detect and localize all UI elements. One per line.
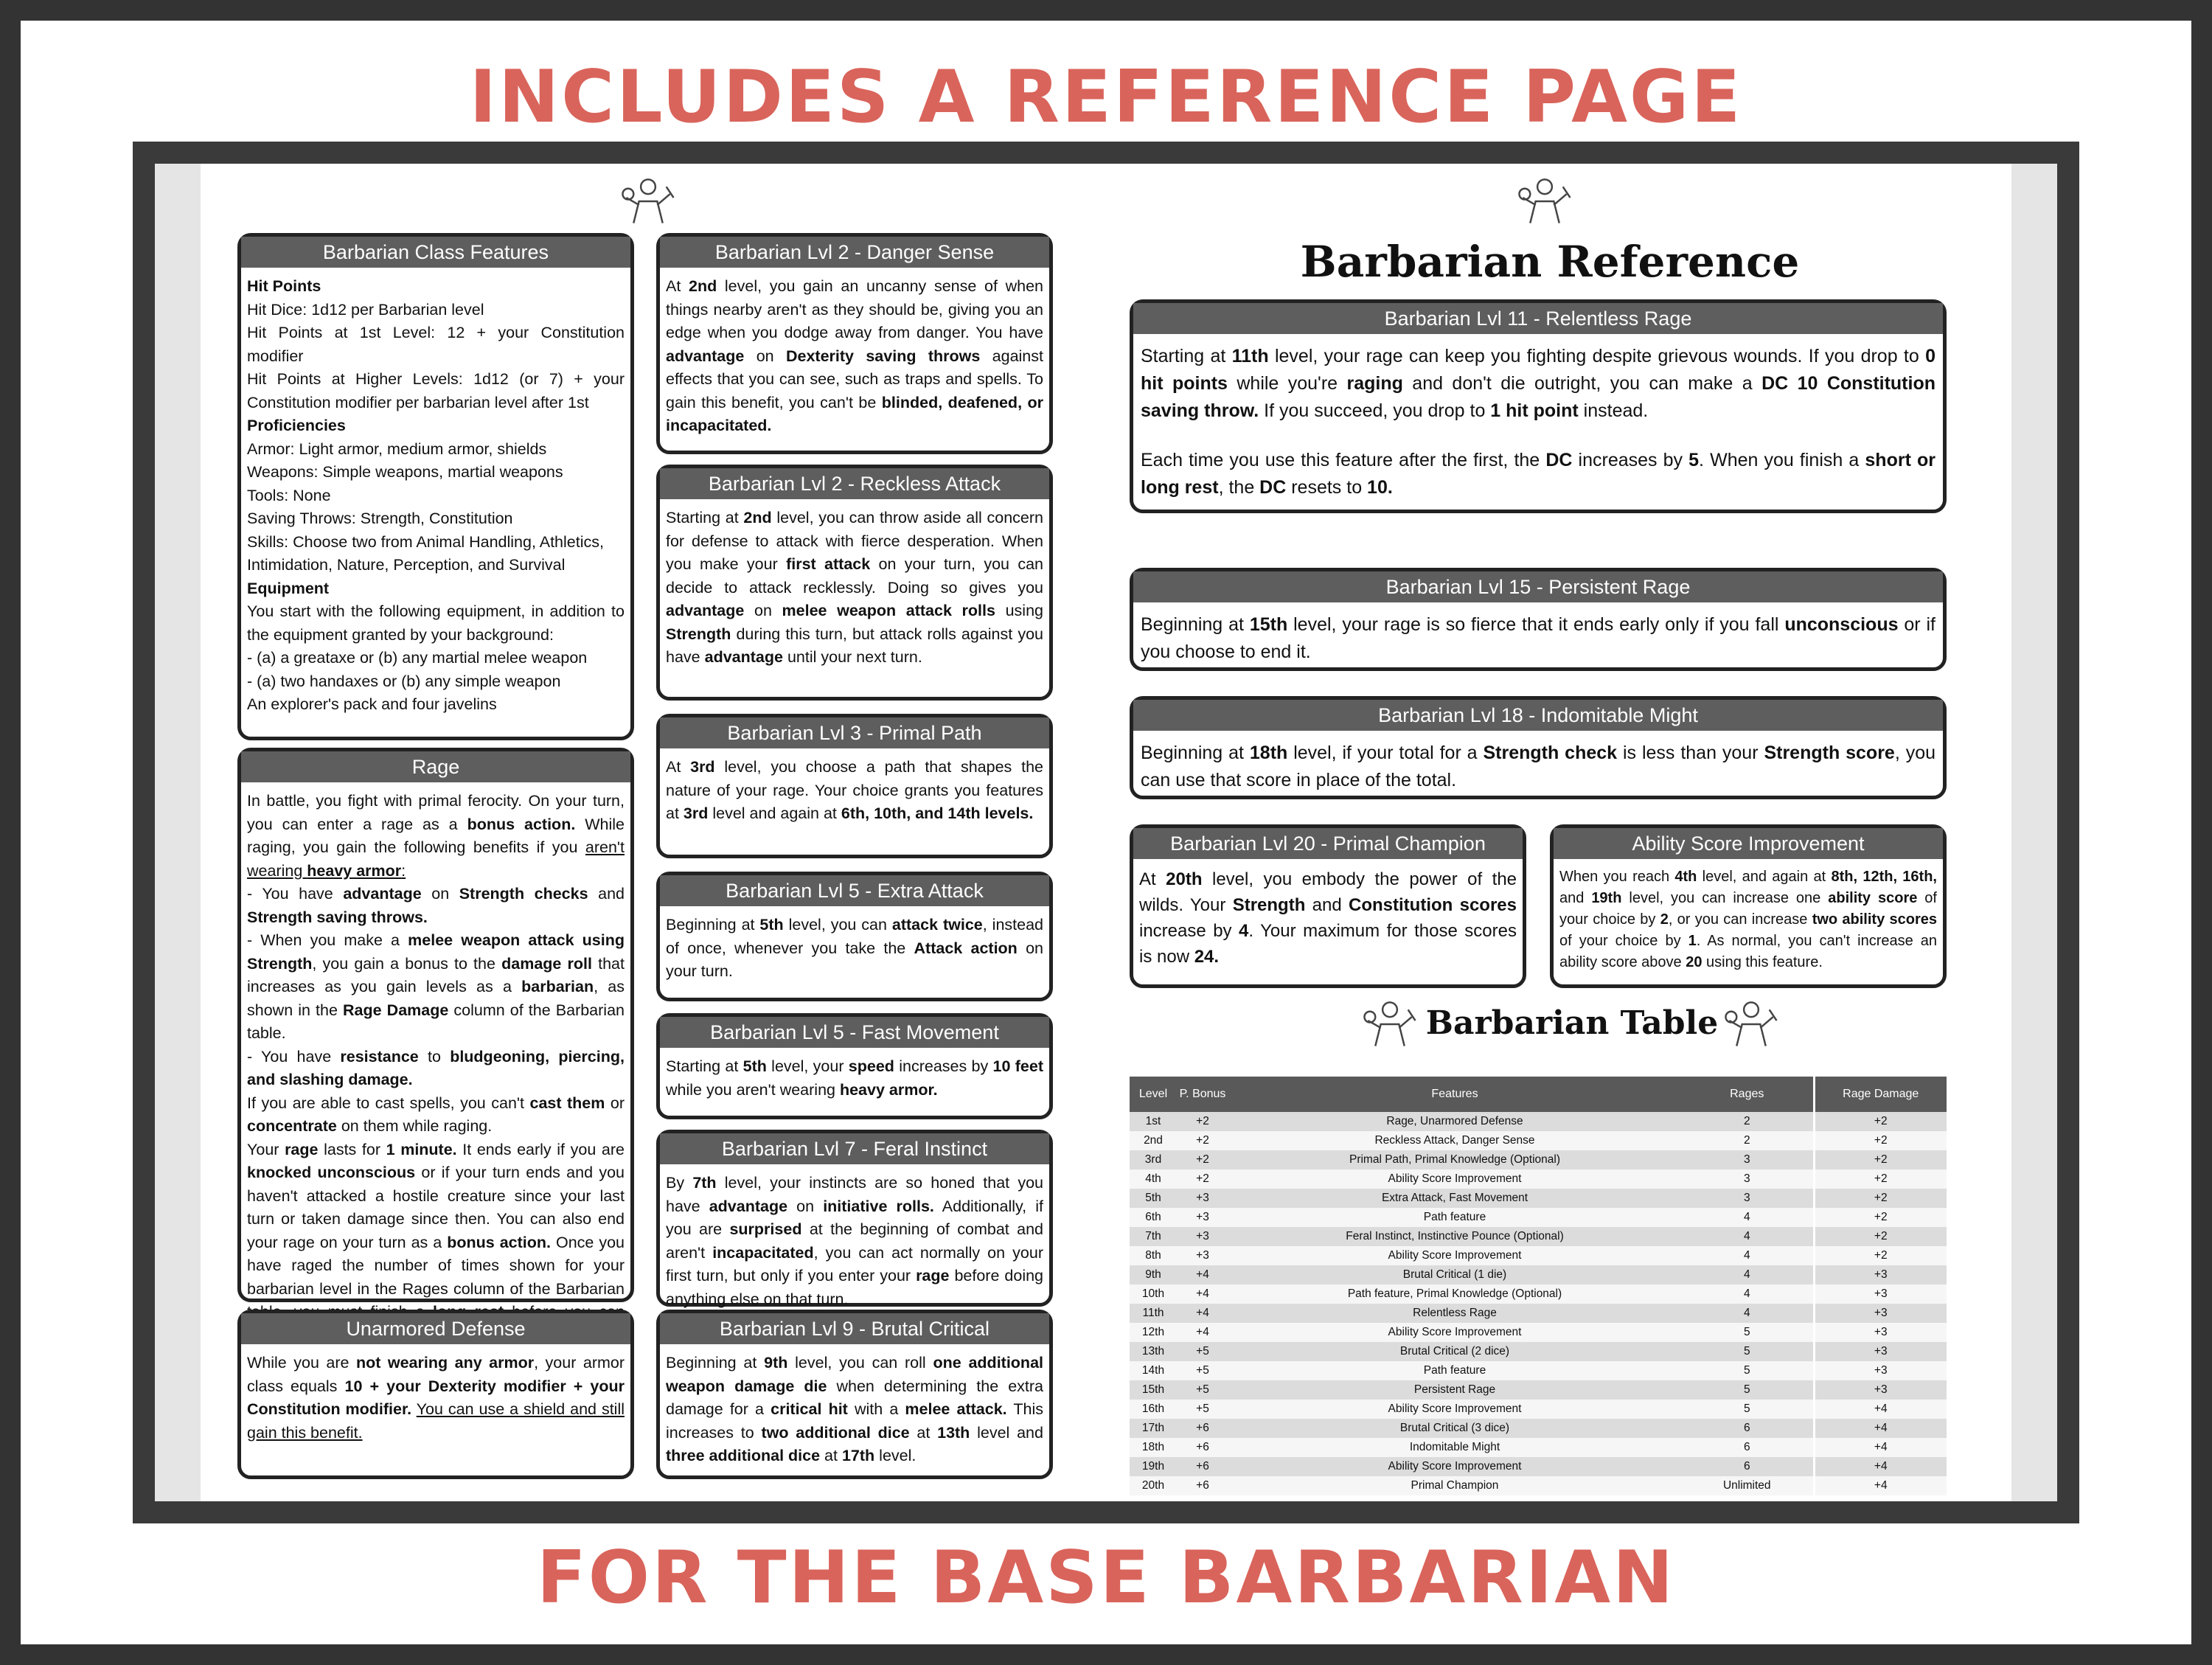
cell-rages: 4	[1681, 1227, 1814, 1246]
cell-features: Persistent Rage	[1228, 1380, 1681, 1400]
cell-features: Feral Instinct, Instinctive Pounce (Optional)	[1228, 1227, 1681, 1246]
cell-features: Path feature	[1228, 1361, 1681, 1380]
cell-level: 1st	[1130, 1112, 1177, 1131]
cell-rages: 5	[1681, 1380, 1814, 1400]
reckless-attack-title: Barbarian Lvl 2 - Reckless Attack	[660, 468, 1049, 499]
table-row	[1130, 1400, 1947, 1419]
cell-rages: 5	[1681, 1342, 1814, 1361]
primal-path-box	[656, 714, 1053, 858]
cell-rage-damage: +2	[1814, 1112, 1947, 1131]
table-row	[1130, 1380, 1947, 1400]
primal-path-title: Barbarian Lvl 3 - Primal Path	[660, 717, 1049, 748]
asi-box	[1550, 824, 1947, 988]
cell-level: 9th	[1130, 1265, 1177, 1285]
cell-level: 11th	[1130, 1304, 1177, 1323]
cell-rages: 5	[1681, 1400, 1814, 1419]
cell-features: Indomitable Might	[1228, 1438, 1681, 1457]
cell-features: Path feature	[1228, 1208, 1681, 1227]
asi-text: When you reach 4th level, and again at 8th, 12th, 16th, and 19th level, you can increase one ability score of your choice by 2, or you can increase two ability scores of your choice by 1. As normal, you can't increase an ability score above 20 using this feature.	[1559, 869, 1938, 970]
fast-movement-text: Starting at 5th level, your speed increases by 10 feet while you aren't wearing heavy armor.	[666, 1057, 1043, 1099]
cell-level: 15th	[1130, 1380, 1177, 1400]
cell-features: Ability Score Improvement	[1228, 1169, 1681, 1189]
cell-rages: 3	[1681, 1169, 1814, 1189]
cell-rage-damage: +3	[1814, 1265, 1947, 1285]
cell-prof-bonus: +3	[1177, 1189, 1228, 1208]
table-row	[1130, 1189, 1947, 1208]
cell-rage-damage: +2	[1814, 1227, 1947, 1246]
cell-rage-damage: +2	[1814, 1246, 1947, 1265]
table-row	[1130, 1265, 1947, 1285]
table-row	[1130, 1419, 1947, 1438]
cell-level: 20th	[1130, 1476, 1177, 1495]
cell-level: 12th	[1130, 1323, 1177, 1342]
cell-features: Ability Score Improvement	[1228, 1400, 1681, 1419]
cell-rage-damage: +3	[1814, 1304, 1947, 1323]
table-title: Barbarian Table	[1425, 1004, 1719, 1042]
extra-attack-title: Barbarian Lvl 5 - Extra Attack	[660, 875, 1049, 906]
cell-prof-bonus: +4	[1177, 1323, 1228, 1342]
armor-text: Armor: Light armor, medium armor, shields	[247, 439, 547, 458]
unarmored-defense-text: While you are not wearing any armor, your armor class equals 10 + your Dexterity modifier + your Constitution modifier. You can use a shield and still gain this benefit.	[247, 1354, 625, 1442]
asi-title: Ability Score Improvement	[1554, 828, 1943, 859]
indomitable-might-text: Beginning at 18th level, if your total for a Strength check is less than your Strength score, you can use that score in place of the total.	[1141, 743, 1936, 790]
table-row	[1130, 1476, 1947, 1495]
equipment-heading: Equipment	[247, 579, 330, 597]
hit-points-heading: Hit Points	[247, 277, 321, 295]
table-row	[1130, 1208, 1947, 1227]
danger-sense-title: Barbarian Lvl 2 - Danger Sense	[660, 237, 1049, 268]
page-gutter	[155, 164, 2057, 1501]
cell-rage-damage: +3	[1814, 1380, 1947, 1400]
table-row	[1130, 1227, 1947, 1246]
col-rages: Rages	[1681, 1077, 1814, 1112]
col-level: Level	[1130, 1077, 1177, 1112]
equipment-option-a: - (a) a greataxe or (b) any martial melee weapon	[247, 649, 588, 667]
indomitable-might-box	[1130, 696, 1947, 799]
cell-features: Path feature, Primal Knowledge (Optional)	[1228, 1285, 1681, 1304]
feral-instinct-box	[656, 1130, 1053, 1307]
cell-rages: 4	[1681, 1285, 1814, 1304]
primal-champion-text: At 20th level, you embody the power of the wilds. Your Strength and Constitution scores increase by 4. Your maximum for those scores is now 24.	[1139, 869, 1517, 967]
cell-prof-bonus: +4	[1177, 1304, 1228, 1323]
cell-prof-bonus: +6	[1177, 1476, 1228, 1495]
cell-prof-bonus: +6	[1177, 1419, 1228, 1438]
cell-rage-damage: +2	[1814, 1131, 1947, 1150]
cell-features: Ability Score Improvement	[1228, 1246, 1681, 1265]
cell-rages: 5	[1681, 1323, 1814, 1342]
cell-rages: 5	[1681, 1361, 1814, 1380]
reckless-attack-box	[656, 465, 1053, 701]
cell-features: Brutal Critical (1 die)	[1228, 1265, 1681, 1285]
saving-throws-text: Saving Throws: Strength, Constitution	[247, 510, 513, 527]
reference-title: Barbarian Reference	[1300, 237, 1800, 287]
cell-rages: 4	[1681, 1246, 1814, 1265]
cell-level: 13th	[1130, 1342, 1177, 1361]
cell-level: 6th	[1130, 1208, 1177, 1227]
reference-spread	[201, 164, 2011, 1501]
cell-rages: 4	[1681, 1265, 1814, 1285]
table-row	[1130, 1323, 1947, 1342]
cell-features: Primal Champion	[1228, 1476, 1681, 1495]
table-body	[1130, 1112, 1947, 1495]
cell-features: Ability Score Improvement	[1228, 1323, 1681, 1342]
preview-screen	[133, 142, 2079, 1523]
cell-rages: 6	[1681, 1457, 1814, 1476]
cell-features: Relentless Rage	[1228, 1304, 1681, 1323]
relentless-rage-title: Barbarian Lvl 11 - Relentless Rage	[1133, 303, 1943, 334]
barbarian-warrior-icon	[1724, 997, 1778, 1052]
class-features-box	[237, 233, 634, 740]
unarmored-defense-title: Unarmored Defense	[241, 1313, 630, 1344]
table-row	[1130, 1361, 1947, 1380]
table-row	[1130, 1246, 1947, 1265]
primal-path-text: At 3rd level, you choose a path that shapes the nature of your rage. Your choice grants you features at 3rd level and again at 6th, 10th, and 14th levels.	[666, 758, 1043, 822]
cell-prof-bonus: +2	[1177, 1112, 1228, 1131]
cell-prof-bonus: +3	[1177, 1208, 1228, 1227]
fast-movement-box	[656, 1013, 1053, 1119]
relentless-rage-text: Starting at 11th level, your rage can keep you fighting despite grievous wounds. If you drop to 0 hit points while you're raging and don't die outright, you can make a DC 10 Constitution saving throw. If you succeed, you drop to 1 hit point instead. Each time you use this feature after the first, the DC increases by 5. When you finish a short or long rest, the DC resets to 10.	[1141, 346, 1935, 498]
proficiencies-heading: Proficiencies	[247, 417, 346, 434]
banner-top: INCLUDES A REFERENCE PAGE	[469, 55, 1743, 139]
cell-rage-damage: +4	[1814, 1457, 1947, 1476]
cell-rage-damage: +3	[1814, 1361, 1947, 1380]
cell-level: 3rd	[1130, 1150, 1177, 1169]
cell-prof-bonus: +4	[1177, 1265, 1228, 1285]
equipment-intro-text: You start with the following equipment, in addition to the equipment granted by your background:	[247, 602, 625, 644]
cell-features: Extra Attack, Fast Movement	[1228, 1189, 1681, 1208]
col-features: Features	[1228, 1077, 1681, 1112]
cell-rage-damage: +3	[1814, 1285, 1947, 1304]
rage-box	[237, 748, 634, 1302]
cell-features: Brutal Critical (3 dice)	[1228, 1419, 1681, 1438]
table-row	[1130, 1131, 1947, 1150]
cell-level: 18th	[1130, 1438, 1177, 1457]
cell-rage-damage: +4	[1814, 1438, 1947, 1457]
table-row	[1130, 1169, 1947, 1189]
danger-sense-box	[656, 233, 1053, 454]
col-prof-bonus: P. Bonus	[1177, 1077, 1228, 1112]
rage-title: Rage	[241, 751, 630, 782]
cell-level: 5th	[1130, 1189, 1177, 1208]
table-row	[1130, 1438, 1947, 1457]
cell-prof-bonus: +2	[1177, 1150, 1228, 1169]
cell-prof-bonus: +5	[1177, 1400, 1228, 1419]
barbarian-table	[1130, 1077, 1947, 1495]
hit-dice-text: Hit Dice: 1d12 per Barbarian level	[247, 300, 484, 319]
extra-attack-box	[656, 872, 1053, 1001]
cell-prof-bonus: +5	[1177, 1380, 1228, 1400]
table-row	[1130, 1457, 1947, 1476]
cell-level: 10th	[1130, 1285, 1177, 1304]
cell-rage-damage: +3	[1814, 1323, 1947, 1342]
cell-level: 2nd	[1130, 1131, 1177, 1150]
cell-rages: 2	[1681, 1131, 1814, 1150]
relentless-rage-box	[1130, 299, 1947, 513]
brutal-critical-box	[656, 1310, 1053, 1479]
cell-prof-bonus: +5	[1177, 1342, 1228, 1361]
reckless-attack-text: Starting at 2nd level, you can throw aside all concern for defense to attack with fierce desperation. When you make your first attack on your turn, you can decide to attack recklessly. Doing so gives you advantage on melee weapon attack rolls using Strength during this turn, but attack rolls against you have advantage until your next turn.	[666, 509, 1043, 666]
cell-prof-bonus: +5	[1177, 1361, 1228, 1380]
cell-rages: 4	[1681, 1208, 1814, 1227]
persistent-rage-box	[1130, 568, 1947, 671]
col-rage-damage: Rage Damage	[1814, 1077, 1947, 1112]
skills-text: Skills: Choose two from Animal Handling, Athletics, Intimidation, Nature, Perception, and Survival	[247, 532, 604, 574]
cell-prof-bonus: +2	[1177, 1169, 1228, 1189]
feral-instinct-text: By 7th level, your instincts are so honed that you have advantage on initiative rolls. Additionally, if you are surprised at the beginning of combat and aren't incapacitated, you can act normally on your first turn, but only if you enter your rage before doing anything else on that turn.	[666, 1174, 1044, 1308]
cell-features: Primal Path, Primal Knowledge (Optional)	[1228, 1150, 1681, 1169]
hp-first-text: Hit Points at 1st Level: 12 + your Constitution modifier	[247, 324, 625, 365]
cell-rages: 6	[1681, 1438, 1814, 1457]
cell-features: Ability Score Improvement	[1228, 1457, 1681, 1476]
barbarian-warrior-icon	[1363, 997, 1417, 1052]
cell-features: Rage, Unarmored Defense	[1228, 1112, 1681, 1131]
cell-prof-bonus: +4	[1177, 1285, 1228, 1304]
equipment-option-c: An explorer's pack and four javelins	[247, 695, 497, 713]
cell-rages: 6	[1681, 1419, 1814, 1438]
cell-prof-bonus: +6	[1177, 1457, 1228, 1476]
rage-text: In battle, you fight with primal ferocity. On your turn, you can enter a rage as a bonus action. While raging, you gain the following benefits if you aren't wearing heavy armor: - You have advantage on Strength checks and Strength saving throws. - When you make a melee weapon attack using Strength, you gain a bonus to the damage roll that increases as you gain levels as a barbarian, as shown in the Rage Damage column of the Barbarian table. - You have resistance to bludgeoning, piercing, and slashing damage. If you are able to cast spells, you can't cast them or concentrate on them while raging. Your rage lasts for 1 minute. It ends early if you are knocked unconscious or if your turn ends and you haven't attacked a hostile creature since your last turn or taken damage since then. You can also end your rage on your turn as a bonus action. Once you have raged the number of times shown for your barbarian level in the Rages column of the Barbarian	[247, 792, 625, 1298]
cell-level: 4th	[1130, 1169, 1177, 1189]
unarmored-defense-box	[237, 1310, 634, 1479]
equipment-option-b: - (a) two handaxes or (b) any simple weapon	[247, 672, 561, 690]
hp-higher-text: Hit Points at Higher Levels: 1d12 (or 7) + your Constitution modifier per barbarian level after 1st	[247, 370, 625, 411]
extra-attack-text: Beginning at 5th level, you can attack twice, instead of once, whenever you take the Attack action on your turn.	[666, 916, 1043, 980]
cell-rage-damage: +2	[1814, 1169, 1947, 1189]
cell-features: Brutal Critical (2 dice)	[1228, 1342, 1681, 1361]
cell-prof-bonus: +3	[1177, 1246, 1228, 1265]
cell-rages: 4	[1681, 1304, 1814, 1323]
cell-prof-bonus: +3	[1177, 1227, 1228, 1246]
cell-rage-damage: +2	[1814, 1150, 1947, 1169]
table-row	[1130, 1285, 1947, 1304]
cell-level: 8th	[1130, 1246, 1177, 1265]
brutal-critical-title: Barbarian Lvl 9 - Brutal Critical	[660, 1313, 1049, 1344]
cell-rage-damage: +4	[1814, 1419, 1947, 1438]
cell-rage-damage: +4	[1814, 1476, 1947, 1495]
cell-level: 14th	[1130, 1361, 1177, 1380]
table-row	[1130, 1304, 1947, 1323]
table-row	[1130, 1342, 1947, 1361]
cell-rages: Unlimited	[1681, 1476, 1814, 1495]
cell-level: 19th	[1130, 1457, 1177, 1476]
danger-sense-text: At 2nd level, you gain an uncanny sense of when things nearby aren't as they should be, giving you an edge when you dodge away from danger. You have advantage on Dexterity saving throws against effects that you can see, such as traps and spells. To gain this benefit, you can't be blinded, deafened, or incapacitated.	[666, 277, 1044, 434]
cell-level: 17th	[1130, 1419, 1177, 1438]
cell-rages: 3	[1681, 1150, 1814, 1169]
weapons-text: Weapons: Simple weapons, martial weapons	[247, 463, 563, 481]
persistent-rage-text: Beginning at 15th level, your rage is so fierce that it ends early only if you fall unconscious or if you choose to end it.	[1141, 614, 1935, 662]
cell-rage-damage: +2	[1814, 1208, 1947, 1227]
cell-level: 16th	[1130, 1400, 1177, 1419]
cell-prof-bonus: +2	[1177, 1131, 1228, 1150]
cell-level: 7th	[1130, 1227, 1177, 1246]
cell-rage-damage: +2	[1814, 1189, 1947, 1208]
cell-prof-bonus: +6	[1177, 1438, 1228, 1457]
cell-rage-damage: +4	[1814, 1400, 1947, 1419]
barbarian-warrior-icon	[621, 174, 675, 229]
banner-bottom: FOR THE BASE BARBARIAN	[536, 1536, 1676, 1620]
cell-features: Reckless Attack, Danger Sense	[1228, 1131, 1681, 1150]
brutal-critical-text: Beginning at 9th level, you can roll one additional weapon damage die when determining the extra damage for a critical hit with a melee attack. This increases to two additional dice at 13th level and three additional dice at 17th level.	[666, 1354, 1043, 1464]
primal-champion-title: Barbarian Lvl 20 - Primal Champion	[1133, 828, 1523, 859]
cell-rages: 2	[1681, 1112, 1814, 1131]
barbarian-warrior-icon	[1517, 174, 1572, 229]
indomitable-might-title: Barbarian Lvl 18 - Indomitable Might	[1133, 700, 1943, 731]
persistent-rage-title: Barbarian Lvl 15 - Persistent Rage	[1133, 571, 1943, 602]
feral-instinct-title: Barbarian Lvl 7 - Feral Instinct	[660, 1133, 1049, 1164]
cell-rage-damage: +3	[1814, 1342, 1947, 1361]
primal-champion-box	[1130, 824, 1526, 988]
table-row	[1130, 1112, 1947, 1131]
tools-text: Tools: None	[247, 486, 331, 504]
table-row	[1130, 1150, 1947, 1169]
fast-movement-title: Barbarian Lvl 5 - Fast Movement	[660, 1017, 1049, 1048]
class-features-title: Barbarian Class Features	[241, 237, 630, 268]
cell-rages: 3	[1681, 1189, 1814, 1208]
